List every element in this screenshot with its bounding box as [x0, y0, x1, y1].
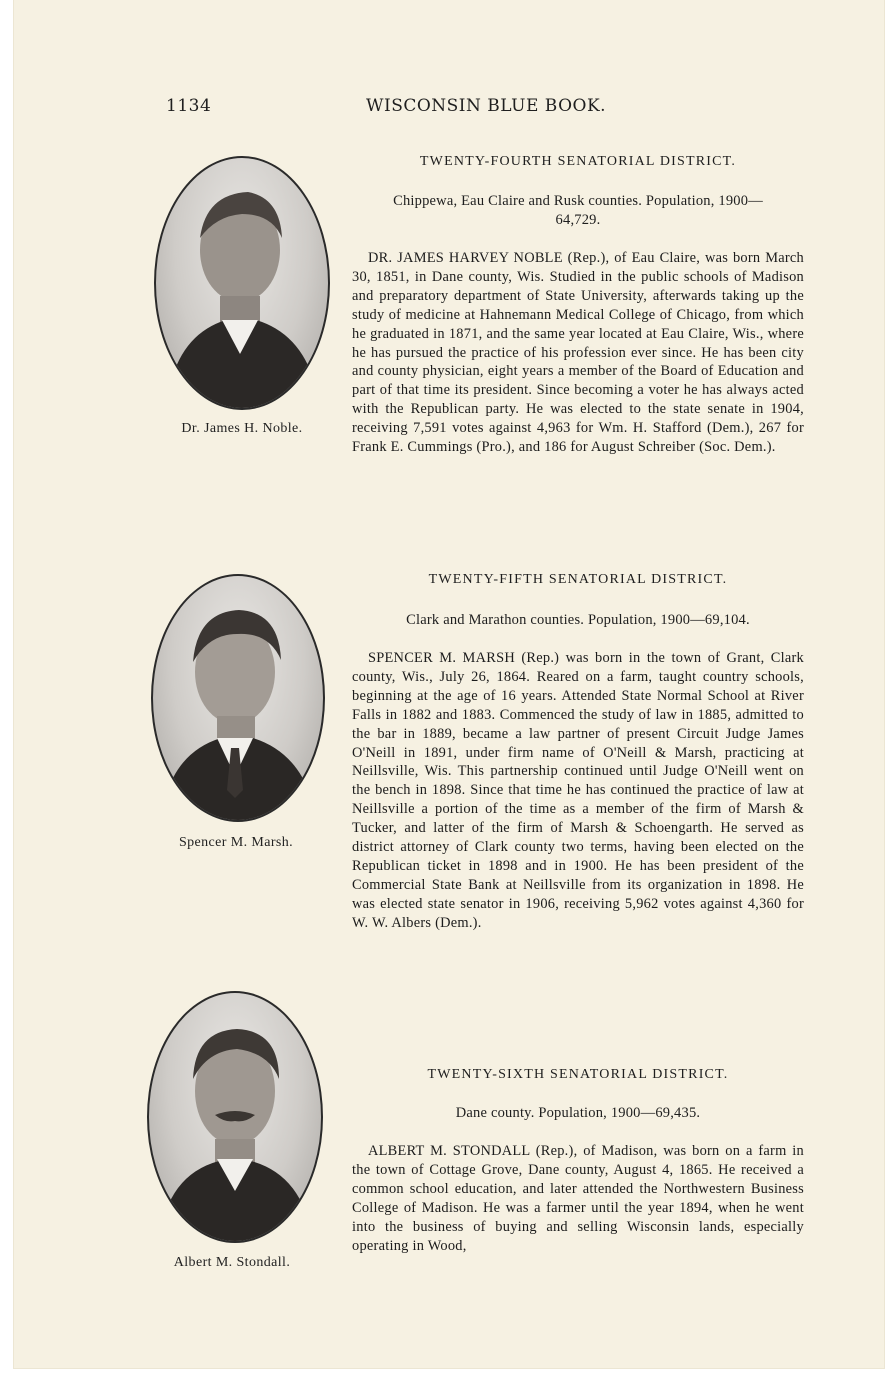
district-population: Chippewa, Eau Claire and Rusk counties. Population, 1900—64,729.: [393, 193, 763, 228]
portrait-photo: [153, 576, 323, 820]
portrait-caption: Dr. James H. Noble.: [181, 421, 303, 436]
district-heading: TWENTY-FOURTH SENATORIAL DISTRICT.: [419, 154, 737, 169]
running-title: WISCONSIN BLUE BOOK.: [366, 96, 607, 116]
portrait-photo: [149, 993, 321, 1241]
biography: DR. JAMES HARVEY NOBLE (Rep.), of Eau Claire, was born March 30, 1851, in Dane county, Wis. Studied in the public schools of Madison and preparatory department of State University, afterwards taking up the study of medicine at Hahnemann Medical College of Chicago, from which he graduated in 1871, and the same year located at Eau Claire, Wis., where he has pursued the practice of his profession ever since. He has been city and county physician, eight years a member of the Board of Education and part of that time its president. Since becoming a voter he has always acted with the Republican party. He was elected to the state senate in 1904, receiving 7,591 votes against 4,963 for Wm. H. Stafford (Dem.), 267 for Frank E. Cummings (Pro.), and 186 for August Schreiber (Soc. Dem.).: [352, 250, 804, 456]
portrait-james-h-noble: [154, 156, 330, 410]
portrait-albert-m-stondall: [147, 991, 323, 1243]
district-population: Dane county. Population, 1900—69,435.: [455, 1105, 701, 1121]
district-population: Clark and Marathon counties. Population, 1900—69,104.: [406, 612, 750, 628]
district-heading: TWENTY-SIXTH SENATORIAL DISTRICT.: [427, 1067, 729, 1082]
district-heading: TWENTY-FIFTH SENATORIAL DISTRICT.: [428, 572, 728, 587]
portrait-photo: [156, 158, 328, 408]
biography: ALBERT M. STONDALL (Rep.), of Madison, was born on a farm in the town of Cottage Grove, Dane county, August 4, 1865. He received a common school education, and later attended the Northwestern Business College of Madison. He was a farmer until the year 1894, when he went into the business of buying and selling Wisconsin lands, especially operating in Wood,: [352, 1143, 804, 1254]
book-page: [14, 0, 884, 1368]
biography: SPENCER M. MARSH (Rep.) was born in the town of Grant, Clark county, Wis., July 26, 1864. Reared on a farm, taught country schools, beginning at the age of 16 years. Attended State Normal School at River Falls in 1882 and 1883. Commenced the study of law in 1885, admitted to the bar in 1889, became a law partner of present Circuit Judge James O'Neill in 1891, under firm name of O'Neill & Marsh, practicing at Neillsville, Wis. This partnership continued until Judge O'Neill went on the bench in 1898. Since that time he has continued the practice of law at Neillsville a portion of the time as a member of the firm of Marsh & Tucker, and latter of the firm of Marsh & Schoengarth. He served as district attorney of Clark county two terms, having been elected on the Republican ticket in 1898 and in 1900. He has been president of the Commercial State Bank at Neillsville from its organization in 1898. He was elected state senator in 1906, receiving 5,962 votes against 4,360 for W. W. Albers (Dem.).: [352, 650, 804, 931]
portrait-caption: Spencer M. Marsh.: [178, 835, 294, 850]
page-number: 1134: [166, 96, 212, 116]
portrait-spencer-m-marsh: [151, 574, 325, 822]
portrait-caption: Albert M. Stondall.: [173, 1255, 291, 1270]
